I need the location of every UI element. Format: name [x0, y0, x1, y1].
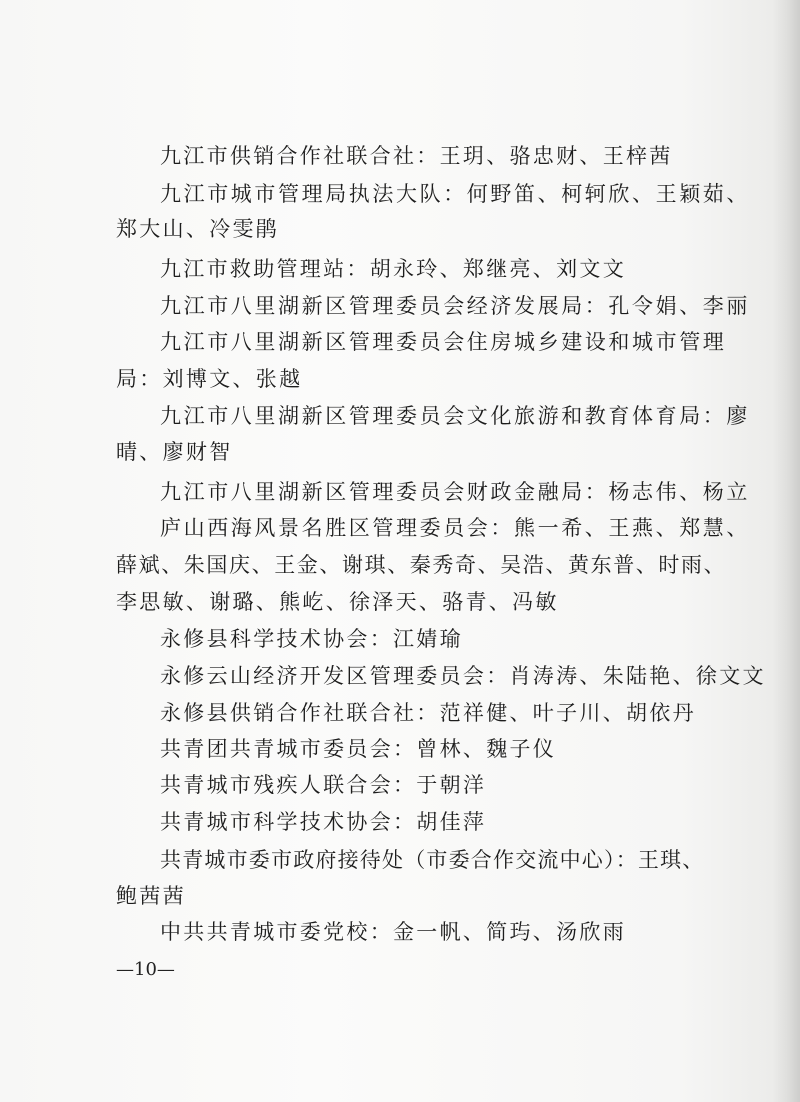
text-line: 共青城市残疾人联合会：于朝洋: [160, 773, 487, 797]
text-line: 共青团共青城市委员会：曾林、魏子仪: [160, 737, 557, 761]
text-line: 鲍茜茜: [116, 884, 186, 908]
text-line: 九江市八里湖新区管理委员会经济发展局：孔令娟、李丽: [160, 294, 750, 318]
text-line: 李思敏、谢璐、熊屹、徐泽天、骆青、冯敏: [116, 590, 559, 614]
text-line: 薛斌、朱国庆、王金、谢琪、秦秀奇、吴浩、黄东普、时雨、: [116, 553, 727, 577]
text-line: 九江市城市管理局执法大队：何野笛、柯轲欣、王颖茹、: [160, 182, 750, 206]
text-line: 中共共青城市委党校：金一帆、简玙、汤欣雨: [160, 920, 626, 944]
text-line: 九江市八里湖新区管理委员会财政金融局：杨志伟、杨立: [160, 480, 750, 504]
text-line: 九江市八里湖新区管理委员会住房城乡建设和城市管理: [160, 330, 727, 354]
text-line: 晴、廖财智: [116, 440, 233, 464]
page-edge-shadow: [772, 0, 800, 1102]
text-line: 九江市八里湖新区管理委员会文化旅游和教育体育局：廖: [160, 404, 750, 428]
text-line: 永修县供销合作社联合社：范祥健、叶子川、胡依丹: [160, 701, 696, 725]
text-line: 永修云山经济开发区管理委员会：肖涛涛、朱陆艳、徐文文: [160, 664, 766, 688]
text-line: 九江市救助管理站：胡永玲、郑继亮、刘文文: [160, 257, 626, 281]
text-line: 永修县科学技术协会：江婧瑜: [160, 627, 463, 651]
text-line: 庐山西海风景名胜区管理委员会：熊一希、王燕、郑慧、: [160, 516, 750, 540]
text-line: 郑大山、冷雯鹃: [116, 217, 280, 241]
text-line: 局：刘博文、张越: [116, 367, 303, 391]
text-line: 共青城市科学技术协会：胡佳萍: [160, 810, 487, 834]
text-line: 共青城市委市政府接待处（市委合作交流中心）：王琪、: [160, 848, 705, 872]
page-number: —10—: [116, 959, 175, 980]
text-line: 九江市供销合作社联合社：王玥、骆忠财、王梓茜: [160, 144, 673, 168]
